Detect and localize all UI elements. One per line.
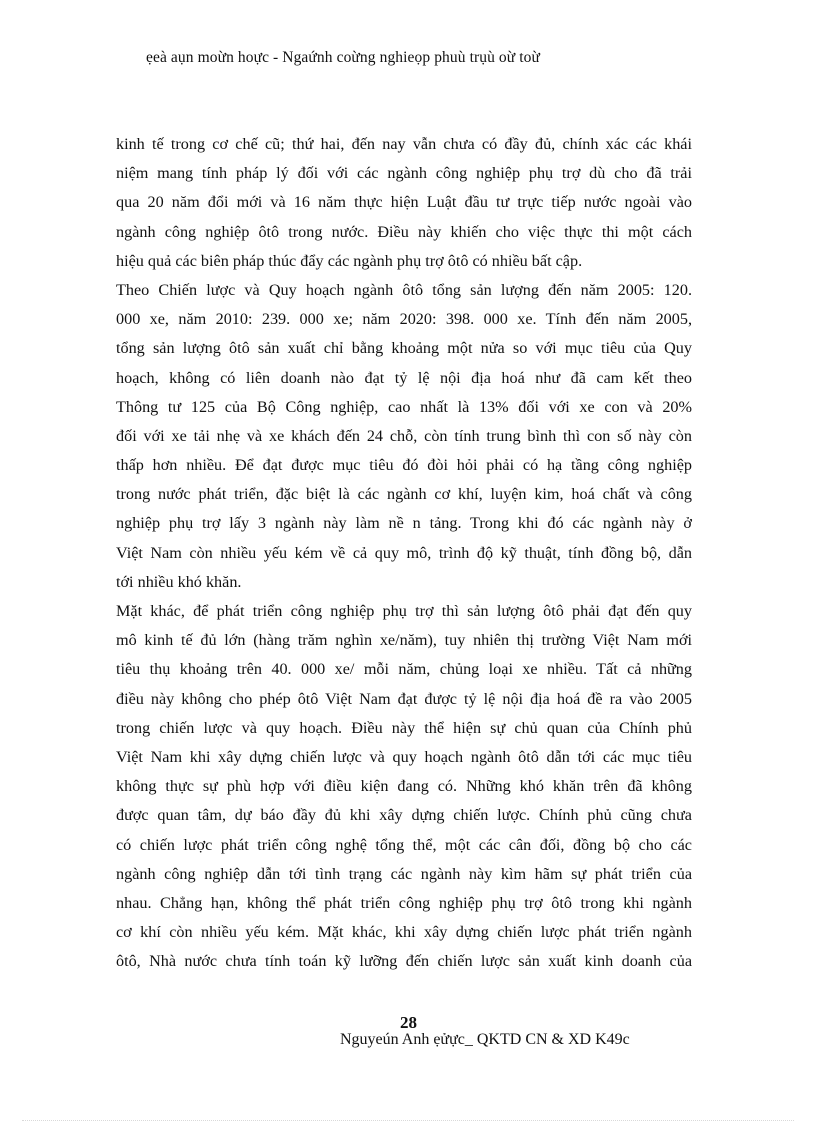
text-line: hiệu quả các biên pháp thúc đẩy các ngành phụ trợ ôtô có nhiều bất cập. (116, 251, 583, 270)
text-line: cơ khí còn nhiều yếu kém. Mặt khác, khi xây dựng chiến lược phát triển ngành (116, 923, 692, 942)
text-line: mô kinh tế đủ lớn (hàng trăm nghìn xe/năm), tuy nhiên thị trường Việt Nam mới (116, 631, 692, 650)
text-line: nghiệp phụ trợ lấy 3 ngành này làm nề n tảng. Trong khi đó các ngành này ở (116, 514, 692, 533)
text-line: tổng sản lượng ôtô sản xuất chỉ bằng khoảng một nửa so với mục tiêu của Quy (116, 339, 692, 358)
text-line: điều này không cho phép ôtô Việt Nam đạt được tỷ lệ nội địa hoá đề ra vào 2005 (116, 689, 692, 708)
text-line: ngành công nghiệp ôtô trong nước. Điều này khiến cho việc thực thi một cách (116, 222, 692, 241)
text-line: tiêu thụ khoảng trên 40. 000 xe/ mỗi năm, chủng loại xe nhiều. Tất cả những (116, 660, 692, 679)
text-line: đối với xe tải nhẹ và xe khách đến 24 chỗ, còn tính trung bình thì con số này còn (116, 426, 692, 445)
text-line: Việt Nam khi xây dựng chiến lược và quy hoạch ngành ôtô dẫn tới các mục tiêu (116, 747, 692, 766)
text-line: kinh tế trong cơ chế cũ; thứ hai, đến nay vẫn chưa có đầy đủ, chính xác các khái (116, 135, 692, 153)
text-line: ngành công nghiệp dẫn tới tình trạng các ngành này kìm hãm sự phát triển của (116, 864, 692, 883)
text-line: trong chiến lược và quy hoạch. Điều này thể hiện sự chủ quan của Chính phủ (116, 718, 692, 737)
text-line: không thực sự phù hợp với điều kiện đang có. Những khó khăn trên đã không (116, 777, 692, 796)
body-text (116, 130, 692, 976)
running-footer: Nguyeún Anh ẹửực_ QKTD CN & XD K49c (340, 1031, 630, 1048)
text-line: trong nước phát triển, đặc biệt là các ngành cơ khí, luyện kim, hoá chất và công (116, 485, 692, 504)
text-line: ôtô, Nhà nước chưa tính toán kỹ lưỡng đến chiến lược sản xuất kinh doanh của (116, 952, 692, 971)
text-line: Thông tư 125 của Bộ Công nghiệp, cao nhất là 13% đối với xe con và 20% (116, 397, 692, 416)
text-line: được quan tâm, dự báo đầy đủ khi xây dựng chiến lược. Chính phủ cũng chưa (116, 806, 692, 825)
text-line: hoạch, không có liên doanh nào đạt tỷ lệ nội địa hoá như đã cam kết theo (116, 368, 692, 387)
text-line: Theo Chiến lược và Quy hoạch ngành ôtô tổng sản lượng đến năm 2005: 120. (116, 280, 692, 299)
text-line: Mặt khác, để phát triển công nghiệp phụ trợ thì sản lượng ôtô phải đạt đến quy (116, 602, 692, 620)
page-edge-divider (22, 1120, 794, 1121)
text-line: nhau. Chẳng hạn, không thể phát triển công nghiệp phụ trợ ôtô trong khi ngành (116, 893, 692, 912)
text-line: qua 20 năm đổi mới và 16 năm thực hiện Luật đầu tư trực tiếp nước ngoài vào (116, 193, 692, 212)
text-line: 000 xe, năm 2010: 239. 000 xe; năm 2020: 398. 000 xe. Tính đến năm 2005, (116, 310, 692, 329)
text-line: Việt Nam còn nhiều yếu kém về cả quy mô, trình độ kỹ thuật, tính đồng bộ, dẫn (116, 543, 692, 562)
text-line: có chiến lược phát triển công nghệ tổng thể, một các cân đối, đồng bộ cho các (116, 835, 692, 854)
text-line: niệm mang tính pháp lý đối với các ngành công nghiệp phụ trợ dù cho đã trải (116, 164, 692, 183)
page-number: 28 (400, 1013, 417, 1032)
running-header: ẹeà aụn moừn hoực - Ngaứnh coừng nghieọp phuù trụù oừ toừ (146, 49, 541, 66)
text-line: thấp hơn nhiều. Để đạt được mục tiêu đó đòi hỏi phải có hạ tầng công nghiệp (116, 456, 692, 475)
text-line: tới nhiều khó khăn. (116, 572, 242, 591)
